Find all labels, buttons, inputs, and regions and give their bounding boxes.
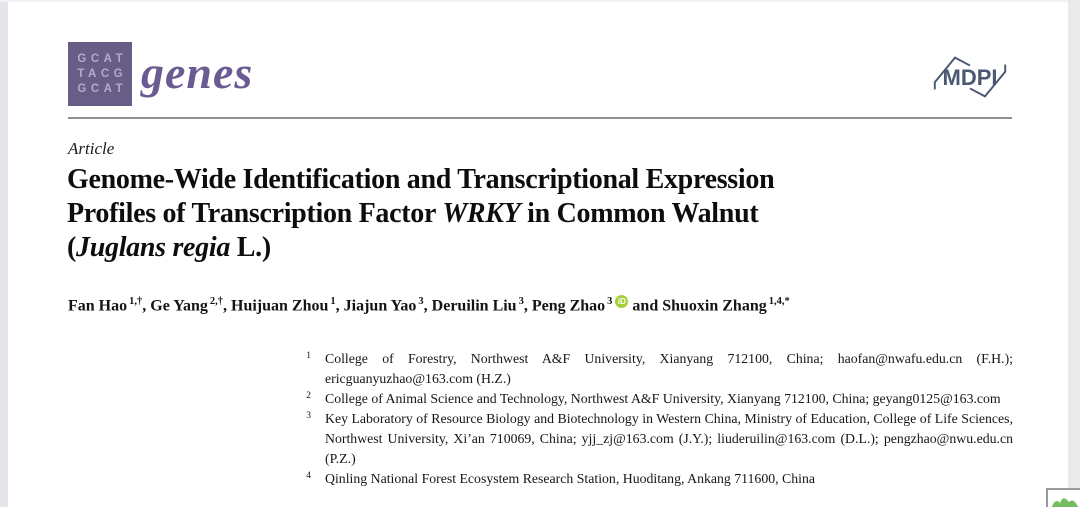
paper-title — [67, 163, 1017, 265]
affiliation-text: Key Laboratory of Resource Biology and Biotechnology in Western China, Ministry of Education, College of Life Sciences, Northwest University, Xi’an 710069, China; yjj_zj@163.com (J.Y.); liuderuilin@163.com (D.L.); pengzhao@nwu.edu.cn (P.Z.) — [325, 411, 1013, 466]
affiliation-number: 4 — [306, 471, 311, 481]
author-affiliation-marker: 1 — [330, 296, 336, 307]
genes-journal-logo — [68, 42, 132, 106]
author-name: Shuoxin Zhang — [662, 297, 767, 315]
page-left-margin — [0, 0, 8, 507]
header-divider — [68, 117, 1012, 119]
corner-overlay-widget[interactable] — [1046, 488, 1080, 507]
author-affiliation-marker: 1,† — [129, 296, 143, 307]
vertical-scrollbar[interactable] — [1068, 0, 1080, 491]
title-line: Genome-Wide Identification and Transcriptional Expression — [67, 164, 775, 195]
author-name: Huijuan Zhou — [231, 297, 329, 315]
mdpi-wordmark: MDPI — [942, 64, 998, 90]
logo-letters-row: GCAT — [77, 52, 128, 65]
article-type-label: Article — [68, 139, 115, 158]
mdpi-logo — [926, 50, 1014, 109]
title-line: (Juglans regia L.) — [67, 232, 271, 263]
affiliations-list — [299, 349, 1015, 489]
logo-letters-row: TACG — [77, 67, 128, 80]
affiliation-row — [299, 469, 1015, 489]
author-name: Fan Hao — [68, 297, 128, 315]
author-affiliation-marker: 3 — [418, 296, 424, 307]
author-name: Peng Zhao — [531, 297, 606, 315]
author-affiliation-marker: 2,† — [209, 296, 224, 307]
title-line: Profiles of Transcription Factor WRKY in Common Walnut — [67, 198, 759, 229]
affiliation-number: 1 — [306, 351, 311, 361]
affiliation-text: College of Forestry, Northwest A&F University, Xianyang 712100, China; haofan@nwafu.edu.cn (F.H.); ericguanyuzhao@163.com (H.Z.) — [325, 351, 1013, 386]
journal-name-wordmark: genes — [141, 47, 254, 98]
affiliation-row — [299, 349, 1015, 389]
affiliation-row — [299, 389, 1015, 409]
author-affiliation-marker: 1,4,* — [768, 296, 790, 307]
author-affiliation-marker: 3 — [607, 296, 613, 307]
author-affiliation-marker: 3 — [518, 296, 524, 307]
affiliation-number: 2 — [306, 391, 311, 401]
image-thumbnail-icon — [1050, 493, 1080, 507]
author-name: Ge Yang — [150, 297, 208, 315]
authors-line: Fan Hao $^{1,\dagger}$, Ge Yang $^{2,\dagger}$, Huijuan Zhou $^1$, Jiajun Yao $^3$, Deruilin Liu $^3$, Peng Zhao $^3$ iD and Shuoxin Zhang $^{1,4,*}$ — [68, 296, 790, 315]
orcid-icon[interactable]: iD — [615, 295, 628, 308]
affiliation-text: College of Animal Science and Technology, Northwest A&F University, Xianyang 712100, China; geyang0125@163.com — [325, 391, 1001, 406]
mdpi-hexagon-icon — [926, 50, 1014, 104]
affiliation-text: Qinling National Forest Ecosystem Research Station, Huoditang, Ankang 711600, China — [325, 471, 815, 486]
author-name: Deruilin Liu — [431, 297, 517, 315]
logo-letters-row: GCAT — [77, 82, 128, 95]
page-top-edge — [0, 0, 1080, 2]
author-name: Jiajun Yao — [343, 297, 417, 315]
affiliation-row — [299, 409, 1015, 469]
affiliation-number: 3 — [306, 411, 311, 421]
